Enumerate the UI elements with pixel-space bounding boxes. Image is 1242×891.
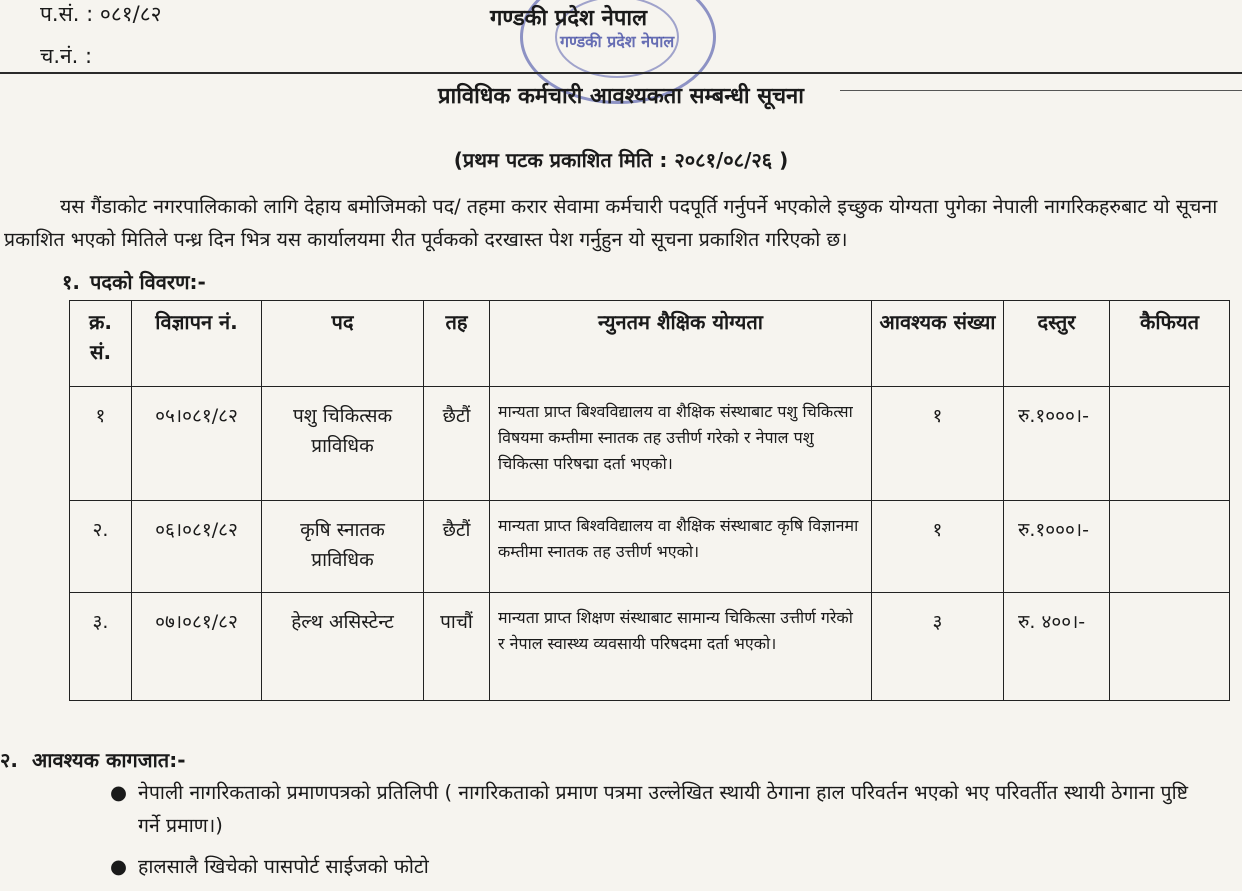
cell-serial: १: [70, 387, 132, 501]
table-row: [70, 593, 1230, 701]
section-label: आवश्यक कागजात:-: [32, 748, 186, 772]
table-header-row: [70, 301, 1230, 387]
cell-count: ३: [872, 593, 1004, 701]
dispatch-number: च.नं. :: [40, 44, 93, 68]
table-row: [70, 501, 1230, 593]
col-post: पद: [262, 301, 424, 387]
intro-paragraph: यस गैंडाकोट नगरपालिकाको लागि देहाय बमोजिमको पद/ तहमा करार सेवामा कर्मचारी पदपूर्ति गर्नुपर्ने भएकोले इच्छुक योग्यता पुगेका नेपाली नागरिकहरुबाट यो सूचना प्रकाशित भएको मितिले पन्ध्र दिन भित्र यस कार्यालयमा रीत पूर्वकको दरखास्त पेश गर्नुहुन यो सूचना प्रकाशित गरिएको छ।: [4, 195, 1218, 251]
section-label: पदको विवरण:-: [90, 270, 206, 294]
cell-remarks: [1110, 501, 1230, 593]
cell-fee: रु.१०००।-: [1004, 387, 1110, 501]
vacancy-table: [69, 300, 1230, 701]
documents-list: [110, 776, 1210, 891]
cell-advertisement-no: ०७।०८१/८२: [132, 593, 262, 701]
cell-qualification: मान्यता प्राप्त शिक्षण संस्थाबाट सामान्य चिकित्सा उत्तीर्ण गरेको र नेपाल स्वास्थ्य व्यवसायी परिषदमा दर्ता भएको।: [490, 593, 872, 701]
cell-advertisement-no: ०६।०८१/८२: [132, 501, 262, 593]
cell-serial: २.: [70, 501, 132, 593]
col-advertisement-no: विज्ञापन नं.: [132, 301, 262, 387]
cell-remarks: [1110, 387, 1230, 501]
office-heading-fragment: गण्डकी प्रदेश नेपाल: [490, 6, 647, 31]
list-item: [110, 850, 1210, 883]
col-fee: दस्तुर: [1004, 301, 1110, 387]
bullet-icon: ●: [110, 855, 128, 878]
cell-qualification: मान्यता प्राप्त बिश्वविद्यालय वा शैक्षिक संस्थाबाट कृषि विज्ञानमा कम्तीमा स्नातक तह उत्तीर्ण भएको।: [490, 501, 872, 593]
cell-advertisement-no: ०५।०८१/८२: [132, 387, 262, 501]
col-qualification: न्युनतम शैक्षिक योग्यता: [490, 301, 872, 387]
cell-level: छैटौं: [424, 387, 490, 501]
section-number: २.: [0, 748, 18, 772]
cell-post: हेल्थ असिस्टेन्ट: [262, 593, 424, 701]
col-required-count: आवश्यक संख्या: [872, 301, 1004, 387]
section-number: १.: [62, 270, 80, 294]
seal-text: गण्डकी प्रदेश नेपाल: [560, 32, 675, 51]
cell-count: १: [872, 501, 1004, 593]
section-post-details: [62, 268, 206, 295]
cell-fee: रु. ४००।-: [1004, 593, 1110, 701]
cell-post: पशु चिकित्सक प्राविधिक: [262, 387, 424, 501]
col-level: तह: [424, 301, 490, 387]
cell-serial: ३.: [70, 593, 132, 701]
publication-date: (प्रथम पटक प्रकाशित मिति : २०८१/०८/२६ ): [453, 148, 789, 172]
section-required-documents: [0, 746, 186, 773]
col-serial: क्र. सं.: [70, 301, 132, 387]
bullet-icon: ●: [110, 781, 128, 804]
col-remarks: कैफियत: [1110, 301, 1230, 387]
cell-level: पाचौं: [424, 593, 490, 701]
list-item: [110, 776, 1210, 842]
list-item-text: हालसालै खिचेको पासपोर्ट साईजको फोटो: [138, 855, 429, 878]
cell-count: १: [872, 387, 1004, 501]
header-rule: [0, 72, 1242, 74]
notice-title: प्राविधिक कर्मचारी आवश्यकता सम्बन्धी सूचना: [438, 84, 804, 109]
letter-number: प.सं. : ०८१/८२: [40, 2, 162, 26]
cell-remarks: [1110, 593, 1230, 701]
cell-post: कृषि स्नातक प्राविधिक: [262, 501, 424, 593]
cell-level: छैटौं: [424, 501, 490, 593]
table-row: [70, 387, 1230, 501]
list-item-text: नेपाली नागरिकताको प्रमाणपत्रको प्रतिलिपी ( नागरिकताको प्रमाण पत्रमा उल्लेखित स्थायी ठेगाना हाल परिवर्तन भएको भए परिवर्तीत स्थायी ठेगाना पुष्टि गर्ने प्रमाण।): [138, 781, 1189, 837]
cell-qualification: मान्यता प्राप्त बिश्वविद्यालय वा शैक्षिक संस्थाबाट पशु चिकित्सा विषयमा कम्तीमा स्नातक तह उत्तीर्ण गरेको र नेपाल पशु चिकित्सा परिषद्मा दर्ता भएको।: [490, 387, 872, 501]
cell-fee: रु.१०००।-: [1004, 501, 1110, 593]
